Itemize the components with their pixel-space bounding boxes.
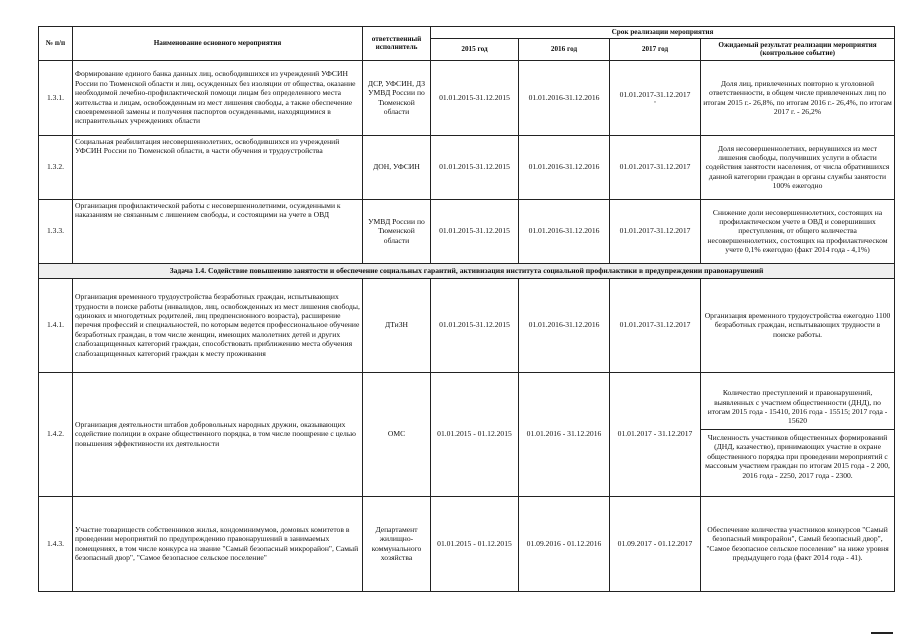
- row-term-2017: 01.09.2017 - 01.12.2017: [610, 496, 701, 591]
- row-num: 1.3.3.: [39, 199, 73, 263]
- row-term-2017: 01.01.2017 - 31.12.2017: [610, 372, 701, 496]
- row-description: Организация деятельности штабов добровольных народных дружин, оказывающих содействие полиции в охране общественного порядка, в том числе поощрение с целью повышения эффективности их деятельности: [73, 372, 363, 496]
- row-responsible: ДТиЗН: [363, 278, 431, 372]
- table-row: [39, 496, 895, 591]
- row-term-2015: 01.01.2015-31.12.2015: [431, 199, 519, 263]
- header-2015: 2015 год: [431, 38, 519, 60]
- scan-edge-mark: [871, 632, 893, 634]
- row-description: Социальная реабилитация несовершеннолетних, освободившихся из учреждений УФСИН России по Тюменской области, в части обучения и трудоустройства: [73, 135, 363, 199]
- row-responsible: Департамент жилищно-коммунального хозяйства: [363, 496, 431, 591]
- row-responsible: УМВД России по Тюменской области: [363, 199, 431, 263]
- header-result: Ожидаемый результат реализации мероприятия (контрольное событие): [701, 38, 895, 60]
- row-term-2017: 01.01.2017-31.12.2017: [610, 278, 701, 372]
- header-name: Наименование основного мероприятия: [73, 27, 363, 61]
- row-term-2016: 01.01.2016-31.12.2016: [519, 278, 610, 372]
- row-term-2016: 01.01.2016-31.12.2016: [519, 199, 610, 263]
- row-term-2015: 01.01.2015 - 01.12.2015: [431, 372, 519, 496]
- row-responsible: ДСР, УФСИН, ДЗ УМВД России по Тюменской области: [363, 60, 431, 135]
- header-num: № п/п: [39, 27, 73, 61]
- row-result: Доля лиц, привлеченных повторно к уголовной ответственности, в общем числе привлеченных лиц по итогам 2015 г.- 26,8%, по итогам 2016 г.- 26,4%, по итогам 2017 г. - 26,2%: [701, 60, 895, 135]
- row-result: Обеспечение количества участников конкурсов "Самый безопасный микрорайон", Самый безопасный двор", "Самое безопасное сельское поселение" на ниже уровня предыдущего года (факт 2014 года - 41).: [701, 496, 895, 591]
- row-num: 1.4.3.: [39, 496, 73, 591]
- table-row: [39, 199, 895, 263]
- table-row: [39, 372, 895, 496]
- row-term-2015: 01.01.2015-31.12.2015: [431, 278, 519, 372]
- row-num: 1.4.1.: [39, 278, 73, 372]
- row-term-2016: 01.01.2016-31.12.2016: [519, 60, 610, 135]
- row-term-2015: 01.01.2015-31.12.2015: [431, 60, 519, 135]
- row-result: [701, 372, 895, 496]
- ink-dot: ·: [653, 96, 657, 107]
- row-result: Доля несовершеннолетних, вернувшихся из мест лишения свободы, получивших услуги в области содействия занятости населения, от числа обратившихся данной категории граждан в органы службы занятости 100% ежегодно: [701, 135, 895, 199]
- row-result-part-a: Количество преступлений и правонарушений, выявленных с участием общественности (ДНД), по итогам 2015 года - 15410, 2016 года - 15515; 2017 года - 15620: [701, 385, 894, 430]
- row-result-part-b: Численность участников общественных формирований (ДНД, казачество), принимающих участие в охране общественного порядка при проведении мероприятий с массовым участием граждан по итогам 2015 года - 2 200, 2016 года - 2250, 2017 года - 2300.: [705, 432, 890, 480]
- row-description: Формирование единого банка данных лиц, освободившихся из учреждений УФСИН России по Тюменской области и лиц, осужденных без изоляции от общества, оказание необходимой лечебно-профилактической помощи лицам без определенного места жительства и лицам, освобожденным из мест лишения свободы, а также обеспечение своевременной замены и получения паспортов осужденными, находящимися в исправительных учреждениях области: [73, 60, 363, 135]
- row-num: 1.4.2.: [39, 372, 73, 496]
- row-responsible: ДОН, УФСИН: [363, 135, 431, 199]
- row-term-2016: 01.01.2016-31.12.2016: [519, 135, 610, 199]
- row-result: Снижение доли несовершеннолетних, состоящих на профилактическом учете в ОВД и совершивших преступления, от общего количества несовершеннолетних, состоящих на профилактическом учете 0,1% ежегодно (факт 2014 года - 4,1%): [701, 199, 895, 263]
- header-responsible: ответственный исполнитель: [363, 27, 431, 61]
- row-description: Организация временного трудоустройства безработных граждан, испытывающих трудности в поиске работы (инвалидов, лиц, освобожденных из мест лишения свободы, одиноких и многодетных родителей, лиц предпенсионного возраста), расширение перечня профессий и специальностей, по которым ведется профессиональное обучение безработных граждан, в том числе женщин, имеющих малолетних детей и других слабозащищенных категорий граждан, способствовать приближению места обучения слабозащищенных категорий граждан к месту проживания: [73, 278, 363, 372]
- row-num: 1.3.2.: [39, 135, 73, 199]
- task-row: [39, 263, 895, 278]
- row-term-2017: [610, 60, 701, 135]
- task-heading: Задача 1.4. Содействие повышению занятости и обеспечение социальных гарантий, активизация института социальной профилактики в предупреждении правонарушений: [39, 263, 895, 278]
- row-term-2016: 01.01.2016 - 31.12.2016: [519, 372, 610, 496]
- row-result: Организация временного трудоустройства ежегодно 1100 безработных граждан, испытывающих трудности в поиске работы.: [701, 278, 895, 372]
- header-term: Срок реализации мероприятия: [431, 27, 895, 39]
- row-term-2017: 01.01.2017-31.12.2017: [610, 199, 701, 263]
- plan-table: [38, 26, 895, 592]
- table-row: [39, 135, 895, 199]
- row-responsible: ОМС: [363, 372, 431, 496]
- row-term-2017-text: 01.01.2017-31.12.2017: [619, 90, 691, 100]
- row-term-2015: 01.01.2015 - 01.12.2015: [431, 496, 519, 591]
- header-2016: 2016 год: [519, 38, 610, 60]
- row-term-2016: 01.09.2016 - 01.12.2016: [519, 496, 610, 591]
- row-term-2017: 01.01.2017-31.12.2017: [610, 135, 701, 199]
- row-term-2015: 01.01.2015-31.12.2015: [431, 135, 519, 199]
- header-2017: 2017 год: [610, 38, 701, 60]
- table-row: [39, 278, 895, 372]
- row-description: Участие товариществ собственников жилья, кондоминимумов, домовых комитетов в проведении мероприятий по предупреждению правонарушений в занимаемых помещениях, в том числе конкурса на звание "Самый безопасный микрорайон", Самый безопасный двор", "Самое безопасное сельское поселение": [73, 496, 363, 591]
- row-num: 1.3.1.: [39, 60, 73, 135]
- row-description: Организация профилактической работы с несовершеннолетними, осужденными к наказаниям не связанным с лишением свободы, и состоящими на учете в ОВД: [73, 199, 363, 263]
- table-row: [39, 60, 895, 135]
